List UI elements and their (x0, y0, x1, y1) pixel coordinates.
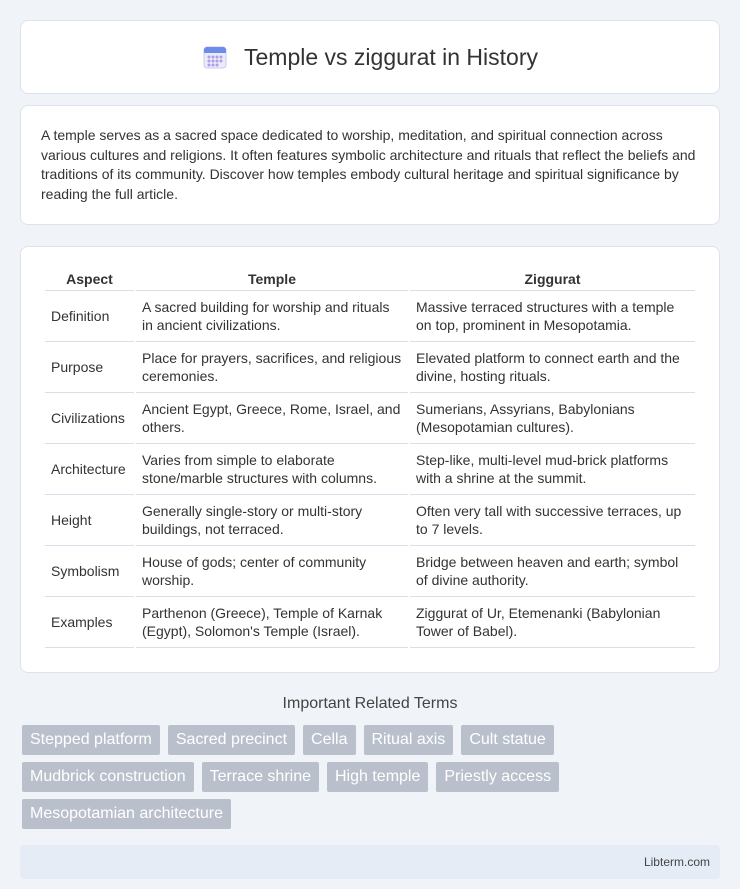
table-row (45, 546, 695, 597)
footer-site-link[interactable]: Libterm.com (643, 855, 710, 869)
row-temple: House of gods; center of community worship. (136, 546, 408, 597)
table-row (45, 495, 695, 546)
related-term-tag[interactable]: Mesopotamian architecture (22, 799, 231, 829)
intro-card (20, 105, 720, 225)
table-row (45, 393, 695, 444)
row-aspect: Civilizations (45, 393, 134, 444)
header-temple: Temple (136, 267, 408, 291)
table-row (45, 444, 695, 495)
table-row (45, 291, 695, 342)
row-ziggurat: Elevated platform to connect earth and the divine, hosting rituals. (410, 342, 695, 393)
footer (20, 845, 720, 879)
header-aspect: Aspect (45, 267, 134, 291)
row-aspect: Purpose (45, 342, 134, 393)
row-aspect: Architecture (45, 444, 134, 495)
related-term-tag[interactable]: High temple (327, 762, 428, 792)
related-term-tag[interactable]: Cella (303, 725, 355, 755)
calendar-icon (202, 44, 228, 70)
row-ziggurat: Step-like, multi-level mud-brick platforms with a shrine at the summit. (410, 444, 695, 495)
row-aspect: Symbolism (45, 546, 134, 597)
row-ziggurat: Sumerians, Assyrians, Babylonians (Mesopotamian cultures). (410, 393, 695, 444)
row-temple: Ancient Egypt, Greece, Rome, Israel, and others. (136, 393, 408, 444)
row-temple: Varies from simple to elaborate stone/marble structures with columns. (136, 444, 408, 495)
related-terms-list (22, 725, 718, 829)
related-term-tag[interactable]: Sacred precinct (168, 725, 295, 755)
related-term-tag[interactable]: Terrace shrine (202, 762, 319, 792)
comparison-table (43, 267, 697, 648)
row-ziggurat: Massive terraced structures with a temple on top, prominent in Mesopotamia. (410, 291, 695, 342)
page-header (20, 20, 720, 94)
row-temple: Parthenon (Greece), Temple of Karnak (Egypt), Solomon's Temple (Israel). (136, 597, 408, 648)
related-terms-title: Important Related Terms (282, 695, 458, 712)
header-ziggurat: Ziggurat (410, 267, 695, 291)
table-row (45, 342, 695, 393)
row-ziggurat: Often very tall with successive terraces, up to 7 levels. (410, 495, 695, 546)
related-term-tag[interactable]: Stepped platform (22, 725, 160, 755)
row-ziggurat: Bridge between heaven and earth; symbol of divine authority. (410, 546, 695, 597)
related-term-tag[interactable]: Mudbrick construction (22, 762, 194, 792)
comparison-card (20, 246, 720, 673)
related-term-tag[interactable]: Ritual axis (364, 725, 454, 755)
row-temple: Place for prayers, sacrifices, and religious ceremonies. (136, 342, 408, 393)
page-title: Temple vs ziggurat in History (244, 43, 538, 70)
intro-text: A temple serves as a sacred space dedicated to worship, meditation, and spiritual connection across various cultures and religions. It often features symbolic architecture and rituals that reflect the beliefs and traditions of its community. Discover how temples embody cultural heritage and spiritual significance by reading the full article. (41, 127, 696, 202)
table-row (45, 597, 695, 648)
row-temple: Generally single-story or multi-story buildings, not terraced. (136, 495, 408, 546)
related-term-tag[interactable]: Cult statue (461, 725, 553, 755)
related-term-tag[interactable]: Priestly access (436, 762, 559, 792)
row-aspect: Examples (45, 597, 134, 648)
table-header-row (45, 267, 695, 291)
row-temple: A sacred building for worship and rituals in ancient civilizations. (136, 291, 408, 342)
row-aspect: Definition (45, 291, 134, 342)
row-ziggurat: Ziggurat of Ur, Etemenanki (Babylonian Tower of Babel). (410, 597, 695, 648)
row-aspect: Height (45, 495, 134, 546)
